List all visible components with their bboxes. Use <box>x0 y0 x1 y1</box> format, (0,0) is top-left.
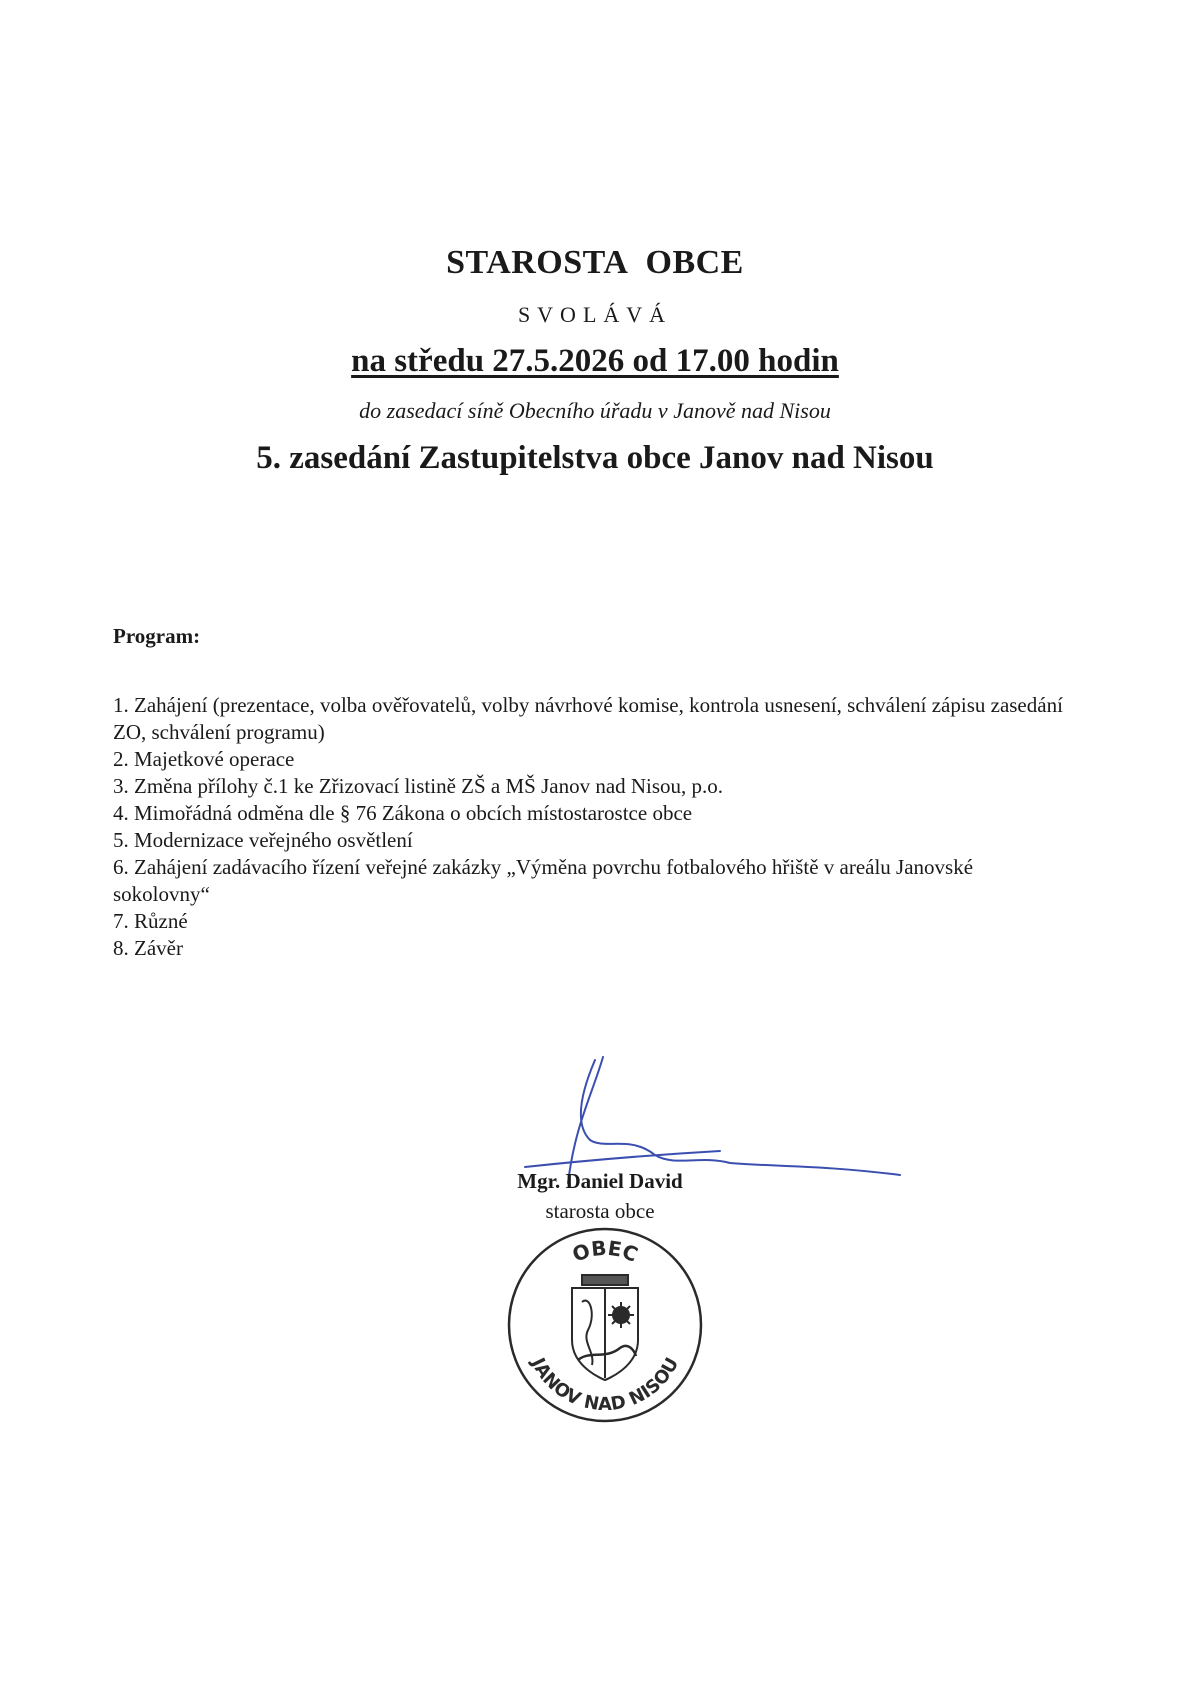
handwritten-signature <box>480 1055 930 1185</box>
agenda-item: 3. Změna přílohy č.1 ke Zřizovací listině ZŠ a MŠ Janov nad Nisou, p.o. <box>113 774 724 798</box>
stamp-bottom-text: JANOV NAD NISOU <box>526 1354 684 1416</box>
meeting-title: 5. zasedání Zastupitelstva obce Janov nad Nisou <box>256 440 934 476</box>
agenda-item: 6. Zahájení zadávacího řízení veřejné zakázky „Výměna povrchu fotbalového hřiště v areálu Janovské sokolovny“ <box>113 855 974 906</box>
signatory-role: starosta obce <box>545 1199 655 1223</box>
stamp-top-text: OBEC <box>568 1235 642 1267</box>
agenda-item: 8. Závěr <box>113 936 183 960</box>
svg-text:OBEC <box>569 1236 641 1267</box>
municipal-stamp <box>500 1220 710 1430</box>
coat-of-arms-icon <box>572 1275 638 1380</box>
agenda-item: 1. Zahájení (prezentace, volba ověřovatelů, volby návrhové komise, kontrola usnesení, schválení zápisu zasedání ZO, schválení programu) <box>113 693 1063 744</box>
agenda-item: 4. Mimořádná odměna dle § 76 Zákona o obcích místostarostce obce <box>113 801 693 825</box>
page-subtitle: SVOLÁVÁ <box>517 302 673 327</box>
meeting-date: na středu 27.5.2026 od 17.00 hodin <box>351 343 839 379</box>
agenda-item: 5. Modernizace veřejného osvětlení <box>113 828 413 852</box>
meeting-place: do zasedací síně Obecního úřadu v Janově nad Nisou <box>359 398 831 423</box>
program-label: Program: <box>113 624 201 648</box>
signatory-name: Mgr. Daniel David <box>517 1169 683 1193</box>
agenda-item: 2. Majetkové operace <box>113 747 295 771</box>
agenda-list <box>113 692 1073 962</box>
agenda-item: 7. Různé <box>113 909 188 933</box>
page-title: STAROSTA OBCE <box>446 244 744 281</box>
